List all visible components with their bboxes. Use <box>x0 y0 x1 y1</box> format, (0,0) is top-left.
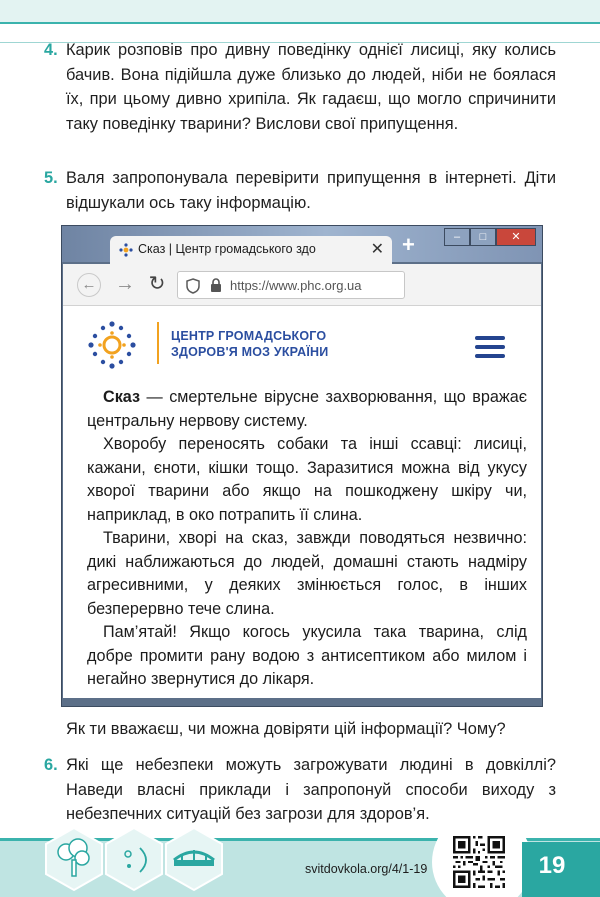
task-4 <box>44 38 556 136</box>
task-number: 6. <box>44 756 58 774</box>
tree-icon <box>44 826 104 892</box>
task-number: 5. <box>44 169 58 187</box>
task-text: Які ще небезпеки можуть загрожувати людині в довкіллі? Наведи власні приклади і запропонуй способи виходу з небезпечних ситуацій без загрози для здоров’я. <box>66 756 556 824</box>
page-number: 19 <box>538 852 566 879</box>
forward-arrow-icon[interactable]: → <box>115 273 135 295</box>
article-text <box>87 386 527 692</box>
top-band <box>0 0 600 22</box>
reload-icon[interactable]: ↻ <box>148 273 166 295</box>
browser-tab[interactable] <box>110 236 392 264</box>
minimize-icon[interactable]: – <box>444 228 470 246</box>
browser-navbar <box>63 264 541 306</box>
url-text: https://www.phc.org.ua <box>230 278 362 293</box>
article-paragraph: Пам’ятай! Якщо когось укусила така тварина, слід добре промити рану водою з антисептиком або милом і негайно звернутися до лікаря. <box>87 623 527 688</box>
question-text: Як ти вважаєш, чи можна довіряти цій інформації? Чому? <box>66 720 506 738</box>
web-page-content <box>63 306 541 698</box>
maximize-icon[interactable]: □ <box>470 228 496 246</box>
article-paragraph: Хворобу переносять собаки та інші ссавці: лисиці, кажани, єноти, кішки тощо. Заразитися можна від укусу хворої тварини або якщо на пошкоджену шкіру чи, наприклад, в око потрапить її слина. <box>87 435 527 524</box>
article-paragraph: Сказ — смертельне вірусне захворювання, що вражає центральну нервову систему. <box>87 388 527 430</box>
phc-logo-icon <box>85 318 139 372</box>
browser-titlebar <box>62 226 542 262</box>
task-number: 4. <box>44 41 58 59</box>
address-bar[interactable] <box>177 271 405 299</box>
logo-divider <box>157 322 159 364</box>
article-paragraph: Тварини, хворі на сказ, завжди поводяться незвично: дикі наближаються до людей, домашні стають надміру агресивними, у деяких змінюється голос, в інших безперервно тече слина. <box>87 529 527 618</box>
new-tab-button[interactable]: + <box>402 232 415 257</box>
window-controls <box>444 228 536 248</box>
shield-icon <box>186 278 200 294</box>
task-text: Валя запропонувала перевірити припущення в інтернеті. Діти відшукали ось таку інформацію. <box>66 169 556 212</box>
lock-icon <box>210 278 222 293</box>
browser-screenshot <box>61 225 543 707</box>
back-arrow-icon[interactable]: ← <box>77 273 101 297</box>
close-window-icon[interactable]: ✕ <box>496 228 536 246</box>
article-term: Сказ <box>103 388 141 406</box>
logo-line-1: ЦЕНТР ГРОМАДСЬКОГО <box>171 329 327 343</box>
close-tab-icon[interactable]: ✕ <box>370 241 384 258</box>
task-text: Карик розповів про дивну поведінку однієї лисиці, яку колись бачив. Вона підійшла дуже близько до людей, ніби не боялася їх, при цьому дивно хрипіла. Як гадаєш, що могло спричинити таку поведінку тварини? Вислови свої припущення. <box>66 41 556 133</box>
logo-line-2: ЗДОРОВ'Я МОЗ УКРАЇНИ <box>171 345 329 359</box>
footer-link[interactable]: svitdovkola.org/4/1-19 <box>305 862 428 876</box>
site-favicon-icon <box>118 242 134 258</box>
qr-code-icon <box>453 836 505 888</box>
face-icon <box>104 826 164 892</box>
tab-title: Сказ | Центр громадського здо <box>138 242 316 256</box>
task-5 <box>44 166 556 215</box>
bridge-icon <box>164 826 224 892</box>
menu-icon[interactable] <box>475 336 505 360</box>
logo-text <box>171 328 328 360</box>
top-rule <box>0 22 600 24</box>
